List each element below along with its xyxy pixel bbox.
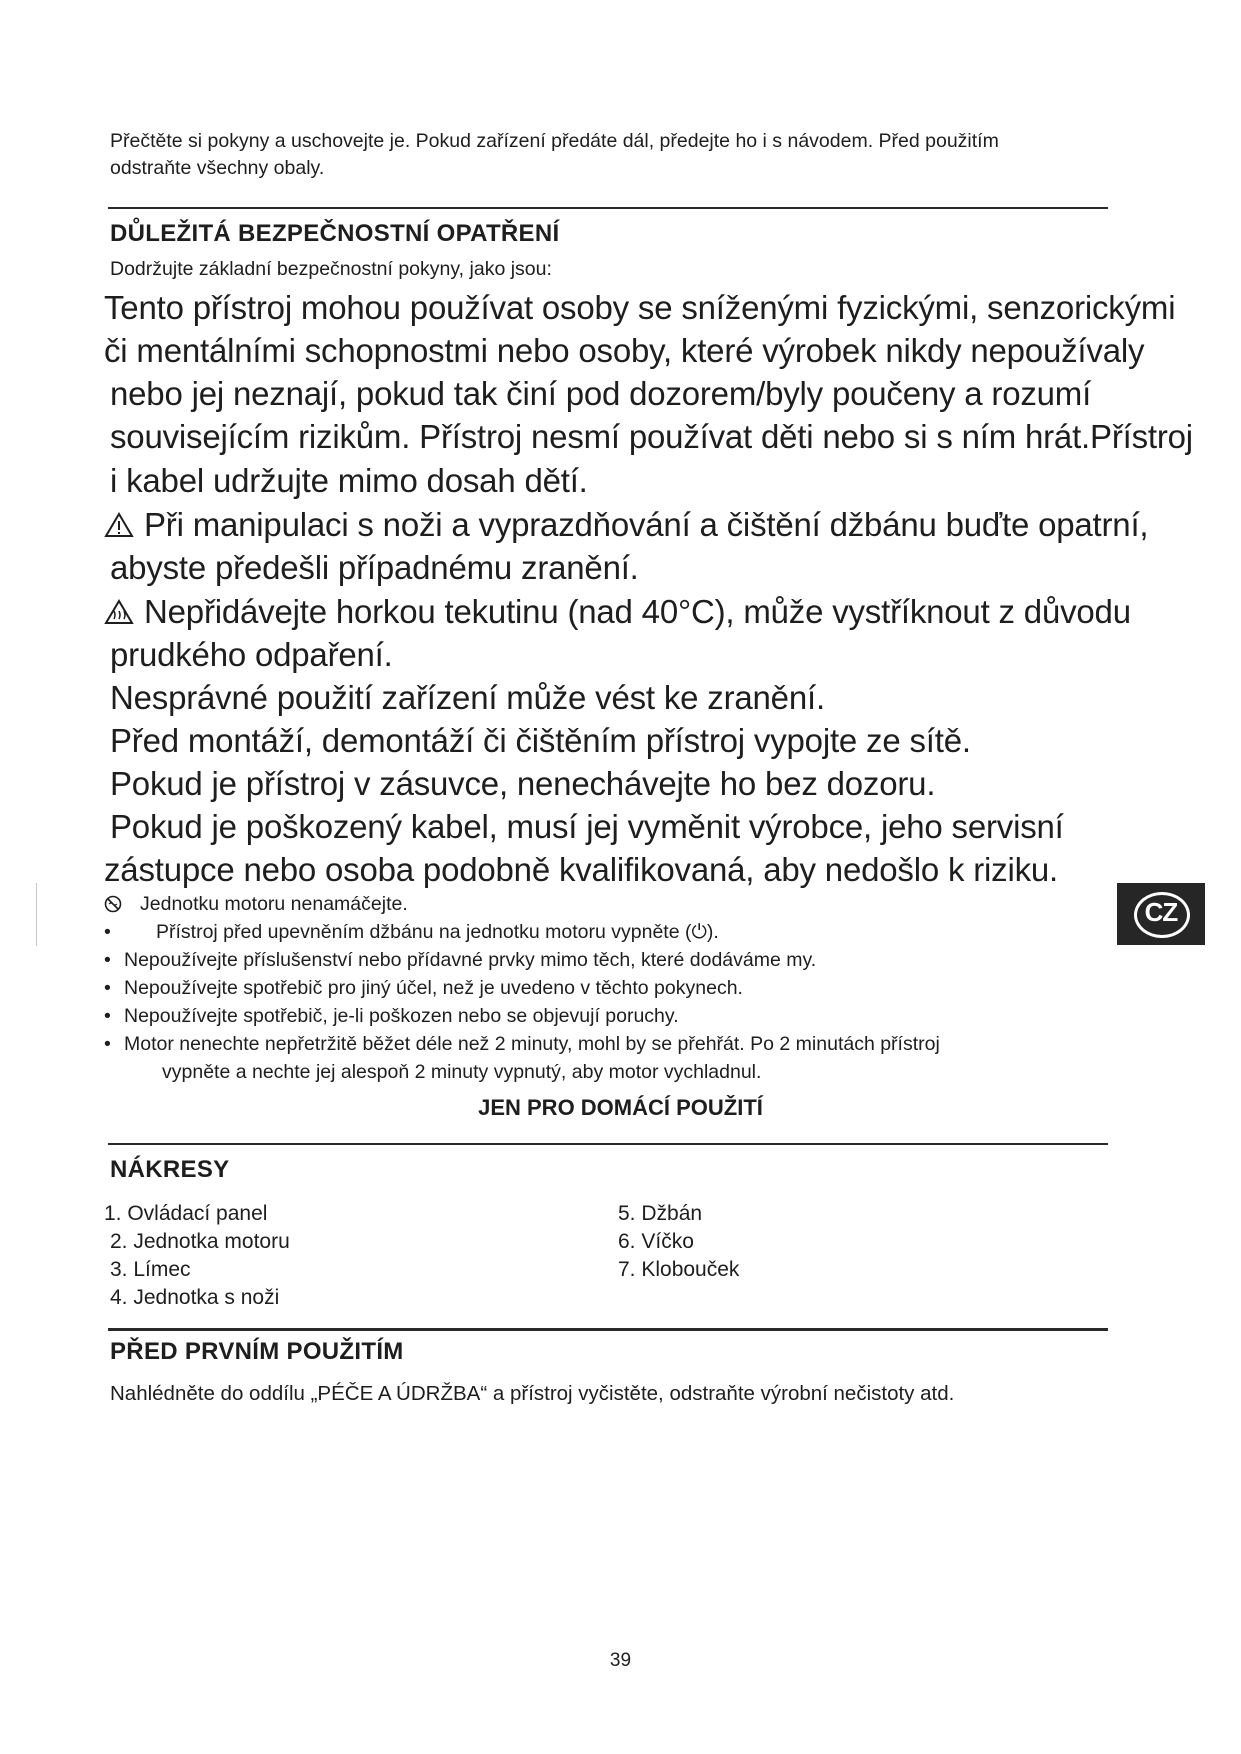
domestic-use-title: JEN PRO DOMÁCÍ POUŽITÍ bbox=[478, 1095, 763, 1120]
safety-line: Tento přístroj mohou používat osoby se sníženými fyzickými, senzorickými bbox=[104, 289, 1176, 326]
divider bbox=[108, 1328, 1108, 1331]
drawings-item: 5. Džbán bbox=[618, 1202, 703, 1225]
safety-line: souvisejícím rizikům. Přístroj nesmí používat děti nebo si s ním hrát.Přístroj bbox=[110, 418, 1193, 455]
intro-line-2: odstraňte všechny obaly. bbox=[110, 157, 325, 179]
safety-line: zástupce nebo osoba podobně kvalifikovaná, aby nedošlo k riziku. bbox=[104, 851, 1058, 888]
safety-line: či mentálními schopnostmi nebo osoby, které výrobek nikdy nepoužívaly bbox=[104, 332, 1145, 369]
safety-line: i kabel udržujte mimo dosah dětí. bbox=[110, 462, 588, 499]
safety-bullet bbox=[104, 921, 719, 944]
safety-bullet-text: Nepoužívejte spotřebič pro jiný účel, než je uvedeno v těchto pokynech. bbox=[124, 977, 743, 999]
bullet: • bbox=[104, 1005, 111, 1027]
safety-warning-line bbox=[104, 505, 1148, 545]
safety-line: nebo jej neznají, pokud tak činí pod dozorem/byly poučeny a rozumí bbox=[110, 375, 1092, 412]
drawings-heading: NÁKRESY bbox=[110, 1156, 230, 1183]
bullet: • bbox=[104, 949, 111, 971]
first-use-text: Nahlédněte do oddílu „PÉČE A ÚDRŽBA“ a přístroj vyčistěte, odstraňte výrobní nečistoty atd. bbox=[110, 1382, 955, 1405]
safety-bullet bbox=[104, 949, 816, 972]
language-badge-label: CZ bbox=[1144, 897, 1178, 927]
safety-hot-warning-text: Nepřidávejte horkou tekutinu (nad 40°C), může vystříknout z důvodu bbox=[144, 593, 1131, 630]
warning-triangle-icon bbox=[104, 512, 134, 538]
safety-line: Před montáží, demontáží či čištěním přístroj vypojte ze sítě. bbox=[110, 722, 971, 759]
safety-bullet bbox=[104, 977, 743, 1000]
divider bbox=[108, 1143, 1108, 1145]
bullet: • bbox=[104, 977, 111, 999]
safety-bullet-text: Nepoužívejte příslušenství nebo přídavné prvky mimo těch, které dodáváme my. bbox=[124, 949, 817, 971]
intro-line-1: Přečtěte si pokyny a uschovejte je. Pokud zařízení předáte dál, předejte ho i s návodem. Před použitím bbox=[110, 130, 999, 152]
safety-bullet-text: Motor nenechte nepřetržitě běžet déle než 2 minuty, mohl by se přehřát. Po 2 minutách přístroj bbox=[124, 1033, 940, 1055]
drawings-item: 4. Jednotka s noži bbox=[110, 1286, 280, 1309]
language-badge bbox=[1117, 883, 1205, 945]
safety-line: prudkého odpaření. bbox=[110, 636, 393, 673]
drawings-item: 1. Ovládací panel bbox=[104, 1202, 268, 1225]
intro-text bbox=[110, 128, 999, 182]
drawings-item: 2. Jednotka motoru bbox=[110, 1230, 290, 1253]
safety-line: Pokud je přístroj v zásuvce, nenechávejte ho bez dozoru. bbox=[110, 765, 936, 802]
no-immersion-text: Jednotku motoru nenamáčejte. bbox=[140, 893, 408, 915]
drawings-item: 3. Límec bbox=[110, 1258, 191, 1281]
safety-warning-text: Při manipulaci s noži a vyprazdňování a čištění džbánu buďte opatrní, bbox=[144, 506, 1149, 543]
divider bbox=[108, 207, 1108, 209]
safety-heading: DŮLEŽITÁ BEZPEČNOSTNÍ OPATŘENÍ bbox=[110, 220, 560, 247]
safety-bullet-text: Přístroj před upevněním džbánu na jednotku motoru vypněte (⏻). bbox=[156, 921, 719, 943]
drawings-item: 7. Klobouček bbox=[618, 1258, 740, 1281]
safety-line: abyste předešli případnému zranění. bbox=[110, 549, 639, 586]
bullet: • bbox=[104, 1033, 111, 1055]
safety-line: Nesprávné použití zařízení může vést ke zranění. bbox=[110, 679, 825, 716]
safety-hot-warning-line bbox=[104, 592, 1131, 632]
hot-surface-warning-icon bbox=[104, 599, 134, 625]
margin-mark bbox=[36, 883, 37, 946]
safety-subheading: Dodržujte základní bezpečnostní pokyny, jako jsou: bbox=[110, 258, 552, 280]
first-use-heading: PŘED PRVNÍM POUŽITÍM bbox=[110, 1338, 404, 1365]
drawings-item: 6. Víčko bbox=[618, 1230, 694, 1253]
safety-bullet-continuation: vypněte a nechte jej alespoň 2 minuty vypnutý, aby motor vychladnul. bbox=[162, 1061, 762, 1083]
safety-bullet bbox=[104, 1005, 679, 1028]
safety-line: Pokud je poškozený kabel, musí jej vyměnit výrobce, jeho servisní bbox=[110, 808, 1064, 845]
safety-bullet bbox=[104, 1033, 940, 1056]
bullet: • bbox=[104, 921, 111, 943]
page-number: 39 bbox=[609, 1650, 632, 1671]
no-immersion-line bbox=[104, 893, 408, 916]
safety-bullet-text: Nepoužívejte spotřebič, je-li poškozen nebo se objevují poruchy. bbox=[124, 1005, 679, 1027]
no-immersion-icon bbox=[104, 895, 122, 913]
